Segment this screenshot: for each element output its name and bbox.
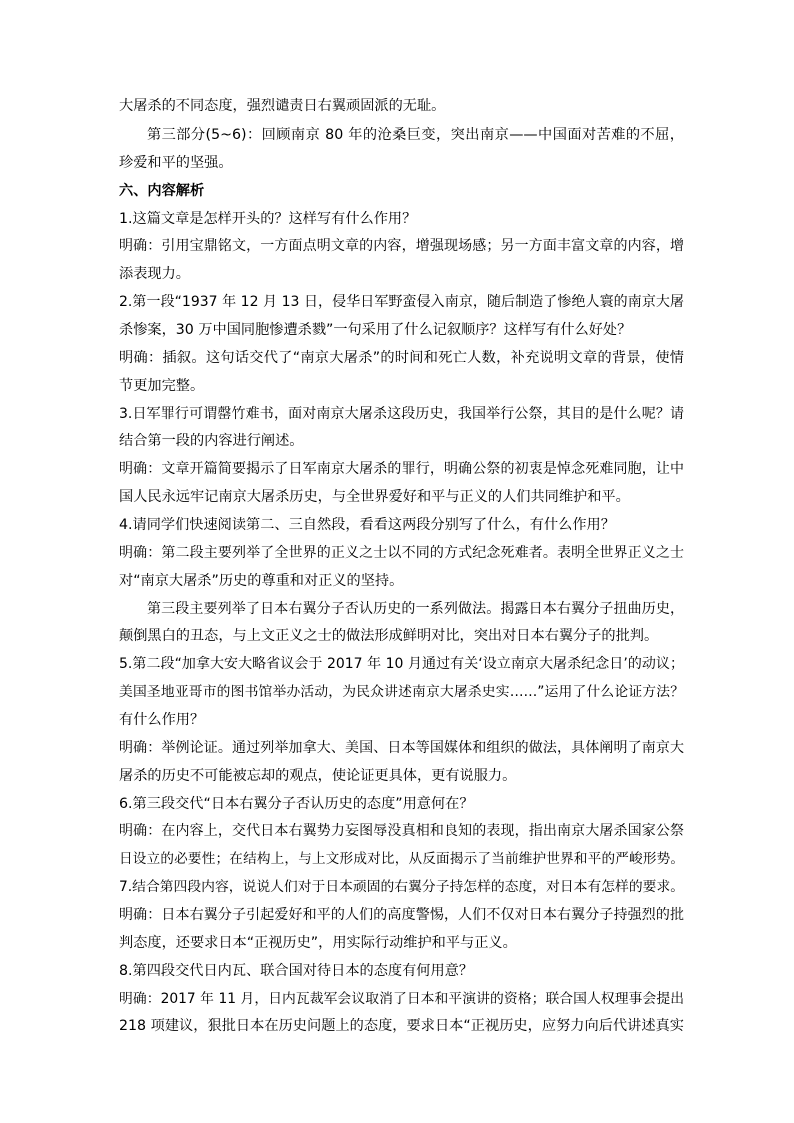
question-line: 2.第一段“1937 年 12 月 13 日，侵华日军野蛮侵入南京，随后制造了惨绝人寰的南京大屠 <box>119 294 684 310</box>
question-line: 4.请同学们快速阅读第二、三自然段，看看这两段分别写了什么，有什么作用？ <box>119 517 615 533</box>
answer-line: 国人民永远牢记南京大屠杀历史，与全世界爱好和平与正义的人们共同维护和平。 <box>119 489 630 505</box>
answer-line: 218 项建议，狠批日本在历史问题上的态度，要求日本“正视历史，应努力向后代讲述真实 <box>119 1018 684 1034</box>
question-line: 杀惨案，30 万中国同胞惨遭杀戮”一句采用了什么记叙顺序？这样写有什么好处？ <box>119 322 632 338</box>
answer-line: 添表现力。 <box>119 266 190 282</box>
question-line: 结合第一段的内容进行阐述。 <box>119 433 304 449</box>
question-line: 1.这篇文章是怎样开头的？这样写有什么作用？ <box>119 211 417 227</box>
text-line: 大屠杀的不同态度，强烈谴责日右翼顽固派的无耻。 <box>119 98 446 114</box>
answer-line: 明确：2017 年 11 月，日内瓦裁军会议取消了日本和平演讲的资格；联合国人权理事会提出 <box>119 991 684 1007</box>
question-line: 3.日军罪行可谓罄竹难书，面对南京大屠杀这段历史，我国举行公祭，其目的是什么呢？请 <box>119 406 684 422</box>
text-line: 第三部分(5~6)：回顾南京 80 年的沧桑巨变，突出南京——中国面对苦难的不屈， <box>147 127 684 143</box>
answer-line: 日设立的必要性；在结构上，与上文形成对比，从反面揭示了当前维护世界和平的严峻形势。 <box>119 851 684 867</box>
question-line: 5.第二段“加拿大安大略省议会于 2017 年 10 月通过有关‘设立南京大屠杀纪念日’的动议； <box>119 656 684 672</box>
question-line: 6.第三段交代“日本右翼分子否认历史的态度”用意何在？ <box>119 796 474 812</box>
text-line: 珍爱和平的坚强。 <box>119 155 233 171</box>
question-line: 有什么作用？ <box>119 712 205 728</box>
question-line: 8.第四段交代日内瓦、联合国对待日本的态度有何用意？ <box>119 963 474 979</box>
answer-line: 明确：文章开篇简要揭示了日军南京大屠杀的罪行，明确公祭的初衷是悼念死难同胞，让中 <box>119 461 684 477</box>
answer-line: 明确：引用宝鼎铭文，一方面点明文章的内容，增强现场感；另一方面丰富文章的内容，增 <box>119 238 684 254</box>
answer-line: 明确：在内容上，交代日本右翼势力妄图辱没真相和良知的表现，指出南京大屠杀国家公祭 <box>119 823 684 839</box>
answer-line: 明确：插叙。这句话交代了“南京大屠杀”的时间和死亡人数，补充说明文章的背景，使情 <box>119 350 684 366</box>
answer-line: 判态度，还要求日本“正视历史”，用实际行动维护和平与正义。 <box>119 935 517 951</box>
answer-line: 对“南京大屠杀”历史的尊重和对正义的坚持。 <box>119 573 404 589</box>
question-line: 7.结合第四段内容，说说人们对于日本顽固的右翼分子持怎样的态度，对日本有怎样的要求。 <box>119 879 685 895</box>
answer-line: 屠杀的历史不可能被忘却的观点，使论证更具体，更有说服力。 <box>119 768 517 784</box>
section-heading: 六、内容解析 <box>119 183 205 199</box>
answer-line: 明确：第二段主要列举了全世界的正义之士以不同的方式纪念死难者。表明全世界正义之士 <box>119 545 684 561</box>
question-line: 美国圣地亚哥市的图书馆举办活动，为民众讲述南京大屠杀史实……”运用了什么论证方法？ <box>119 684 684 700</box>
answer-line: 节更加完整。 <box>119 378 205 394</box>
answer-line: 明确：举例论证。通过列举加拿大、美国、日本等国媒体和组织的做法，具体阐明了南京大 <box>119 740 684 756</box>
answer-line: 明确：日本右翼分子引起爱好和平的人们的高度警惕，人们不仅对日本右翼分子持强烈的批 <box>119 907 684 923</box>
answer-line: 颠倒黑白的丑态，与上文正义之士的做法形成鲜明对比，突出对日本右翼分子的批判。 <box>119 628 659 644</box>
answer-line: 第三段主要列举了日本右翼分子否认历史的一系列做法。揭露日本右翼分子扭曲历史， <box>147 601 684 617</box>
